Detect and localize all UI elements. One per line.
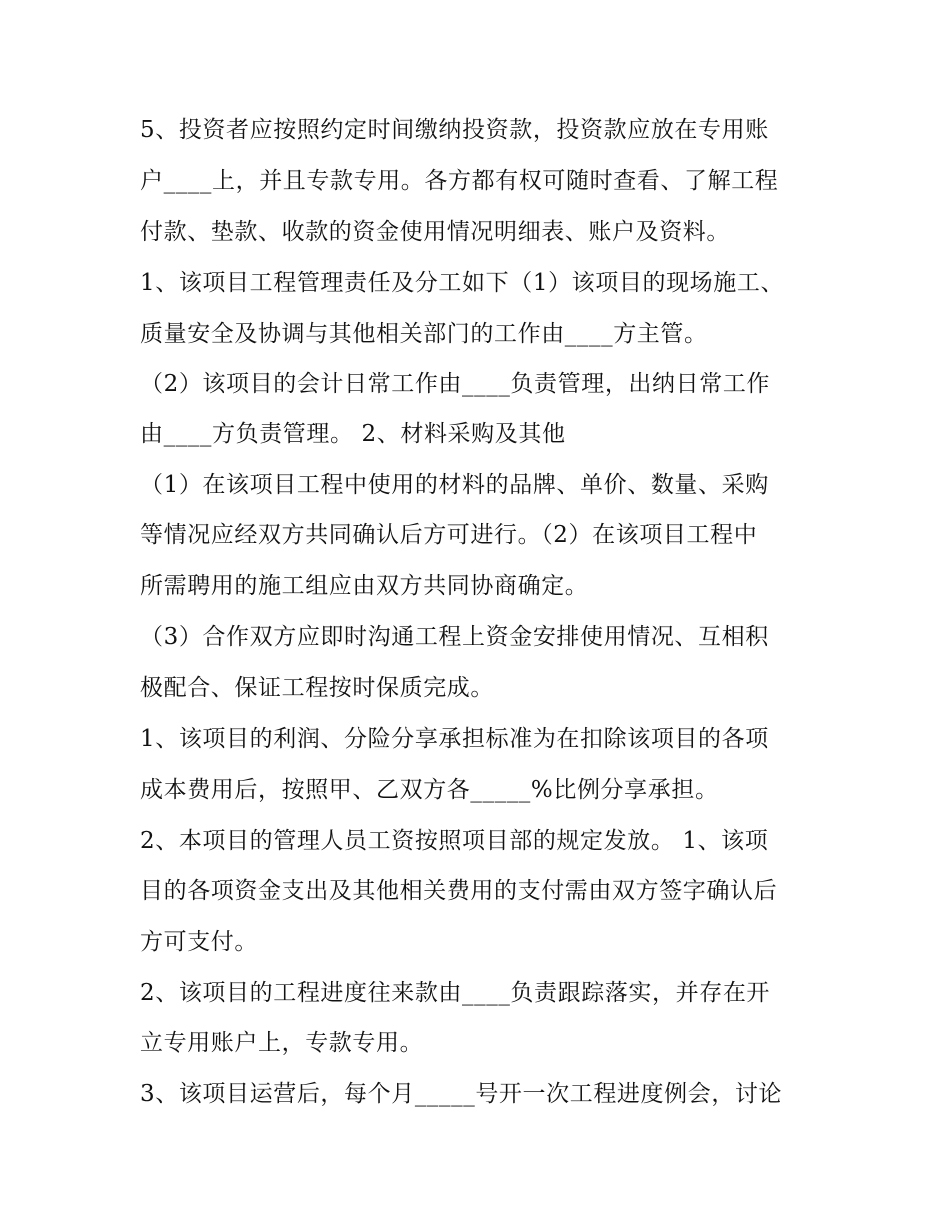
text-line: 付款、垫款、收款的资金使用情况明细表、账户及资料。: [140, 219, 730, 245]
text-line: （3）合作双方应即时沟通工程上资金安排使用情况、互相积: [140, 624, 769, 650]
text-line: （1）在该项目工程中使用的材料的品牌、单价、数量、采购: [140, 472, 769, 498]
text-line: 2、本项目的管理人员工资按照项目部的规定发放。 1、该项: [140, 828, 769, 854]
text-line: 极配合、保证工程按时保质完成。: [140, 675, 494, 701]
text-line: 方可支付。: [140, 929, 258, 955]
text-line: 1、该项目的利润、分险分享承担标准为在扣除该项目的各项: [140, 726, 769, 752]
text-line: （2）该项目的会计日常工作由____负责管理，出纳日常工作: [140, 371, 771, 397]
text-line: 户____上，并且专款专用。各方都有权可随时查看、了解工程: [140, 168, 779, 194]
text-line: 2、该项目的工程进度往来款由____负责跟踪落实，并存在开: [140, 980, 771, 1006]
text-line: 成本费用后，按照甲、乙双方各_____%比例分享承担。: [140, 777, 719, 803]
text-line: 1、该项目工程管理责任及分工如下（1）该项目的现场施工、: [140, 270, 785, 296]
text-line: 3、该项目运营后，每个月_____号开一次工程进度例会，讨论: [140, 1081, 783, 1107]
text-line: 由____方负责管理。 2、材料采购及其他: [140, 421, 566, 447]
text-line: 所需聘用的施工组应由双方共同协商确定。: [140, 573, 589, 599]
text-line: 5、投资者应按照约定时间缴纳投资款，投资款应放在专用账: [140, 117, 769, 143]
text-line: 等情况应经双方共同确认后方可进行。（2）在该项目工程中: [140, 522, 758, 548]
text-line: 目的各项资金支出及其他相关费用的支付需由双方签字确认后: [140, 878, 778, 904]
text-line: 质量安全及协调与其他相关部门的工作由____方主管。: [140, 321, 708, 347]
text-line: 立专用账户上，专款专用。: [140, 1030, 424, 1056]
